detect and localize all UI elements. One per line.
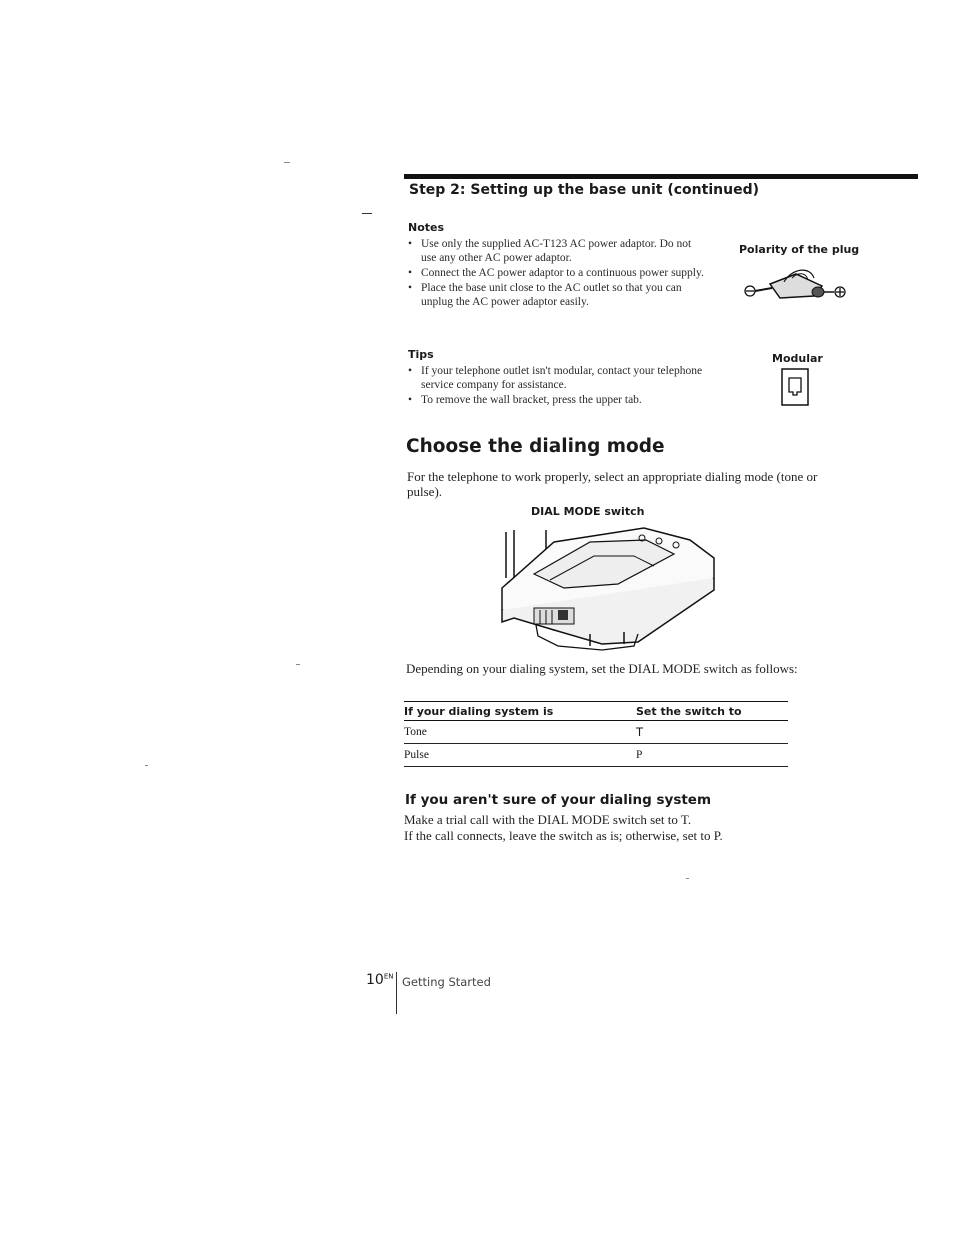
- modular-jack-icon: [780, 367, 810, 407]
- not-sure-line-2: If the call connects, leave the switch as is; otherwise, set to P.: [404, 828, 723, 843]
- list-item: • Place the base unit close to the AC outlet so that you can unplug the AC power adaptor easily.: [408, 281, 708, 309]
- table-cell: P: [636, 744, 788, 767]
- not-sure-line-1: Make a trial call with the DIAL MODE switch set to T.: [404, 812, 692, 827]
- dialing-table: [404, 701, 788, 767]
- intro-text: For the telephone to work properly, select an appropriate dialing mode (tone or pulse).: [407, 469, 818, 499]
- table-row: [404, 721, 788, 744]
- tips-list: [408, 364, 708, 408]
- table-header-cell: If your dialing system is: [404, 702, 636, 721]
- footer-section: Getting Started: [402, 975, 491, 989]
- depending-text: Depending on your dialing system, set the DIAL MODE switch as follows:: [406, 661, 798, 676]
- table-row: [404, 744, 788, 767]
- list-item: • To remove the wall bracket, press the upper tab.: [408, 393, 708, 407]
- list-item: • Use only the supplied AC-T123 AC power adaptor. Do not use any other AC power adaptor.: [408, 237, 708, 265]
- not-sure-heading: If you aren't sure of your dialing system: [405, 792, 712, 808]
- notes-heading: Notes: [408, 221, 445, 234]
- list-item: • Connect the AC power adaptor to a continuous power supply.: [408, 266, 708, 280]
- margin-mark: [362, 213, 372, 214]
- tips-heading: Tips: [408, 348, 434, 361]
- heading-rule: [404, 174, 918, 179]
- polarity-label: Polarity of the plug: [739, 243, 860, 256]
- main-heading: Choose the dialing mode: [406, 436, 665, 457]
- footer-divider: [396, 972, 397, 1014]
- modular-label: Modular: [772, 352, 823, 365]
- section-heading: Step 2: Setting up the base unit (continued): [409, 182, 759, 198]
- table-cell: Pulse: [404, 744, 636, 767]
- polarity-plug-icon: [740, 262, 852, 308]
- scan-speck: [686, 878, 689, 879]
- table-cell: Tone: [404, 721, 636, 744]
- page-number-suffix: EN: [383, 972, 394, 981]
- table-cell: T: [636, 721, 788, 744]
- page-number-value: 10: [366, 972, 384, 988]
- scan-speck: [145, 765, 148, 766]
- scan-speck: [284, 162, 290, 163]
- scan-speck: [296, 664, 300, 665]
- table-header-row: [404, 702, 788, 721]
- list-item: • If your telephone outlet isn't modular, contact your telephone service company for assistance.: [408, 364, 708, 392]
- table-header-cell: Set the switch to: [636, 702, 788, 721]
- base-unit-illustration: [494, 518, 720, 652]
- dial-mode-switch-label: DIAL MODE switch: [531, 505, 645, 518]
- notes-list: [408, 237, 708, 310]
- page-number: [366, 972, 394, 988]
